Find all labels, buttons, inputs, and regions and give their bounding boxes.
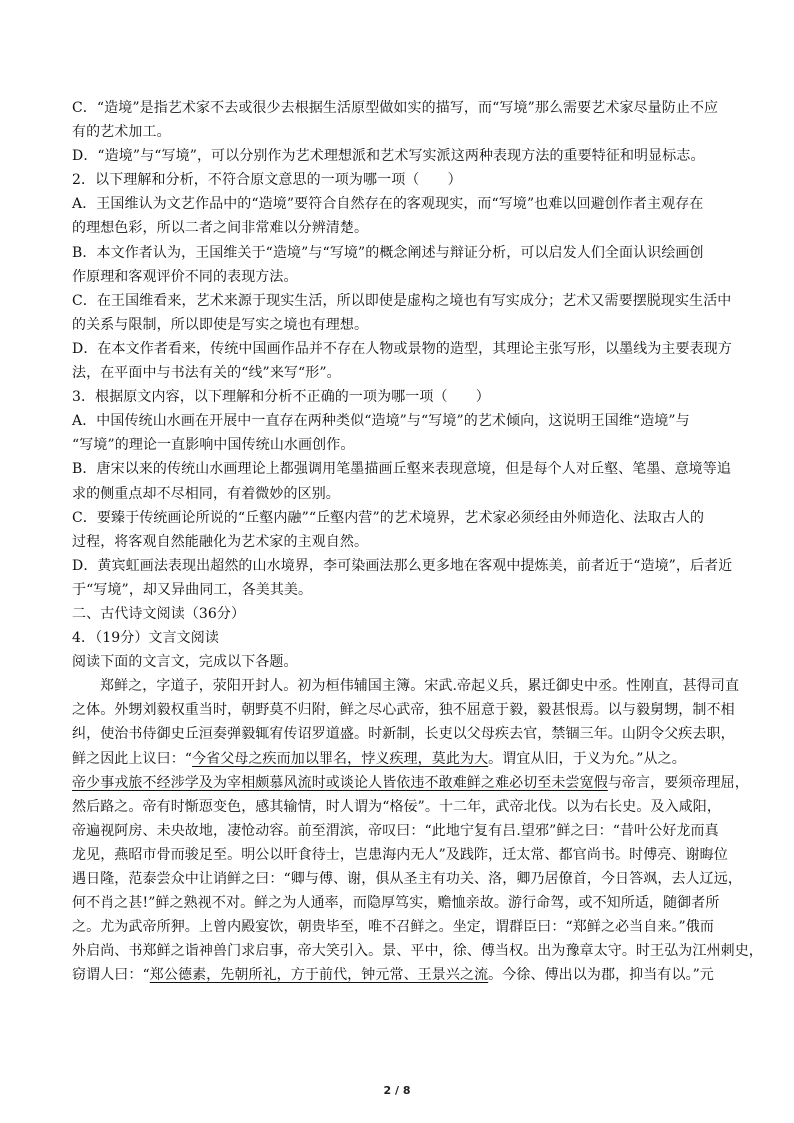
line-text: B．唐宋以来的传统山水画理论上都强调用笔墨描画丘壑来表现意境，但是每个人对丘壑、笔墨、意境等追 <box>72 461 731 478</box>
text-line <box>72 626 732 650</box>
text-line <box>72 771 749 795</box>
line-text-tail: 。谓宜从旧，于义为允。”从之。 <box>488 750 686 767</box>
text-line <box>72 891 732 915</box>
text-line <box>72 722 735 746</box>
line-text: 2．以下理解和分析，不符合原文意思的一项为哪一项（ ） <box>72 172 462 189</box>
line-text-tail: 与帝言，要须帝理屈， <box>607 774 749 791</box>
underlined-sentence: 帝少事戎旅不经涉学及为宰相颇慕风流时或谈论人皆依违不敢难鲜之难必切至未尝宽假 <box>72 774 608 791</box>
text-line <box>72 578 732 602</box>
text-line <box>72 289 732 313</box>
text-line <box>72 433 732 457</box>
text-line <box>72 747 732 771</box>
text-line <box>72 216 732 240</box>
underlined-sentence: 今省父母之疾而加以罪名，悖义疾理，莫此为大 <box>192 750 489 767</box>
line-text: B．本文作者认为，王国维关于“造境”与“写境”的概念阐述与辩证分析，可以启发人们全面认识绘画创 <box>72 244 704 261</box>
text-line <box>72 506 732 530</box>
text-line <box>72 120 732 144</box>
text-line <box>72 265 732 289</box>
line-text: 的理想色彩，所以二者之间非常难以分辨清楚。 <box>72 220 369 237</box>
line-text: C．在王国维看来，艺术来源于现实生活，所以即使是虚构之境也有写实成分；艺术又需要摆脱现实生活中 <box>72 292 732 309</box>
line-text: 于“写境”，却又异曲同工，各美其美。 <box>72 581 313 598</box>
text-line <box>72 337 732 361</box>
text-line <box>72 313 732 337</box>
text-line <box>72 361 732 385</box>
line-text-tail: 。今徐、傅出以为郡，抑当有以。”元 <box>488 967 715 984</box>
text-line <box>72 144 732 168</box>
text-line <box>72 843 732 867</box>
line-text: 有的艺术加工。 <box>72 124 171 141</box>
text-line <box>72 650 732 674</box>
line-text: 过程，将客观自然能融化为艺术家的主观自然。 <box>72 533 369 550</box>
text-line <box>72 915 732 939</box>
line-text: 鲜之因此上议曰：“ <box>72 750 193 767</box>
text-line <box>72 168 732 192</box>
text-line <box>72 192 732 216</box>
line-text: 求的侧重点却不尽相同，有着微妙的区别。 <box>72 485 340 502</box>
line-text: 何不肖之甚!”鲜之熟视不对。鲜之为人通率，而隐厚笃实，赡恤亲故。游行命驾，或不知所适，随御者所 <box>72 895 720 912</box>
line-text: 纠，使治书侍御史丘洹奏弹毅辄宥传诏罗道盛。时新制，长吏以父母疾去官，禁锢三年。山阴令父疾去职， <box>72 726 735 743</box>
line-text: 龙见，燕昭市骨而骏足至。明公以旰食待士，岂患海内无人”及践阼，迁太常、都官尚书。时傅亮、谢晦位 <box>72 846 728 863</box>
document-body <box>72 96 763 987</box>
text-line <box>72 963 732 987</box>
text-line <box>72 530 732 554</box>
line-text: 4．（19分）文言文阅读 <box>72 630 219 647</box>
line-text: 遇日隆，范泰尝众中让诮鲜之曰：“卿与傅、谢，俱从圣主有功关、洛，卿乃居僚首，今日答飒，去人辽远， <box>72 871 742 887</box>
line-text: C．“造境”是指艺术家不去或很少去根据生活原型做如实的描写，而“写境”那么需要艺术家尽量防止不应 <box>72 100 719 116</box>
text-line <box>72 96 732 120</box>
text-line <box>72 939 763 963</box>
line-text: A．王国维认为文艺作品中的“造境”要符合自然存在的客观现实，而“写境”也难以回避创作者主观存在 <box>72 196 704 213</box>
line-text: D．“造境”与“写境”，可以分别作为艺术理想派和艺术写实派这两种表现方法的重要特征和明显标志。 <box>72 148 705 165</box>
line-text: D．黄宾虹画法表现出超然的山水境界，李可染画法那么更多地在客观中提炼美，前者近于“造境”，后者近 <box>72 557 733 574</box>
text-line <box>72 241 732 265</box>
underlined-sentence: 郑公德素，先朝所礼，方于前代，钟元常、王景兴之流 <box>149 967 489 984</box>
text-line <box>72 482 732 506</box>
line-text: “写境”的理论一直影响中国传统山水画创作。 <box>72 437 355 454</box>
line-text: 郑鲜之，字道子，荥阳开封人。初为桓伟辅国主簿。宋武.帝起义兵，累迁御史中丞。性刚直，甚得司直 <box>100 678 740 695</box>
line-text: D．在本文作者看来，传统中国画作品并不存在人物或景物的造型，其理论主张写形，以墨线为主要表现方 <box>72 340 732 357</box>
text-line <box>72 795 732 819</box>
line-text: 之。尤为武帝所狎。上曾内殿宴饮，朝贵毕至，唯不召鲜之。坐定，谓群臣曰：“郑鲜之必当自来。”俄而 <box>72 919 715 936</box>
text-line <box>72 385 732 409</box>
line-text: 作原理和客观评价不同的表现方法。 <box>72 268 298 285</box>
text-line <box>72 554 732 578</box>
line-text: 然后路之。帝有时惭恧变色，感其输情，时人谓为“格佞”。十二年，武帝北伐。以为右长史。及入咸阳， <box>72 798 722 815</box>
line-text: 的关系与限制，所以即使是写实之境也有理想。 <box>72 316 369 333</box>
line-text: 3．根据原文内容，以下理解和分析不正确的一项为哪一项（ ） <box>72 389 490 406</box>
page-number: 2 / 8 <box>383 1084 411 1097</box>
line-text: 帝遍视阿房、未央故地，凄怆动容。前至渭滨，帝叹曰：“此地宁复有吕.望邪”鲜之曰：“昔叶公好龙而真 <box>72 822 719 839</box>
text-line <box>72 867 742 891</box>
line-text: 之体。外甥刘毅权重当时，朝野莫不归附，鲜之尽心武帝，独不屈意于毅，毅甚恨焉。以与毅舅甥，制不相 <box>72 702 735 719</box>
line-text: 法，在平面中与书法有关的“线”来写“形”。 <box>72 365 341 382</box>
line-text: 外启尚、书郑鲜之诣神兽门求启事，帝大笑引入。景、平中，徐、傅当权。出为豫章太守。时王弘为江州刺史， <box>72 943 763 960</box>
line-text: A．中国传统山水画在开展中一直存在两种类似“造境”与“写境”的艺术倾向，这说明王国维“造境”与 <box>72 413 690 430</box>
line-text: C．要臻于传统画论所说的“丘壑内融”“丘壑内营”的艺术境界，艺术家必须经由外师造化、法取古人的 <box>72 509 705 526</box>
text-line <box>72 409 732 433</box>
line-text: 阅读下面的文言文，完成以下各题。 <box>72 654 298 671</box>
text-line <box>72 674 740 698</box>
line-text: 窃谓人曰：“ <box>72 967 150 984</box>
line-text: 二、古代诗文阅读（36分） <box>72 605 246 622</box>
text-line <box>72 457 732 481</box>
text-line <box>72 819 732 843</box>
text-line <box>72 698 735 722</box>
text-line <box>72 602 732 626</box>
